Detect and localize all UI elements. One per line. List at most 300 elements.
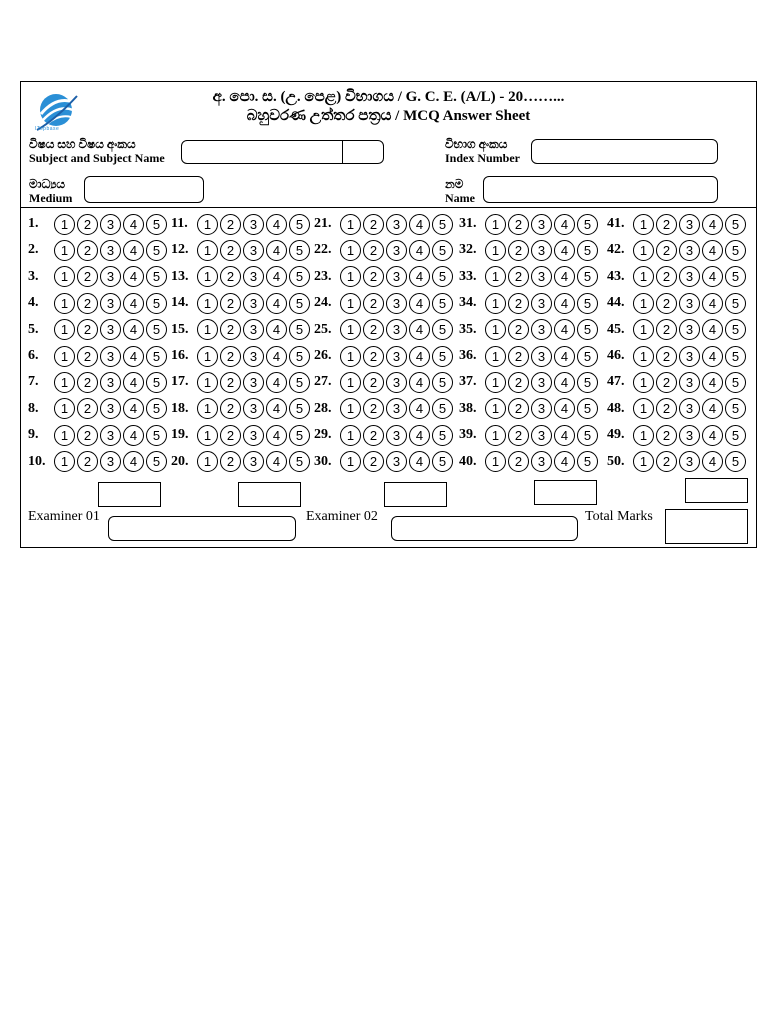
- answer-bubble[interactable]: 3: [243, 293, 264, 314]
- answer-bubble[interactable]: 5: [432, 319, 453, 340]
- answer-bubble[interactable]: 2: [220, 319, 241, 340]
- answer-bubble[interactable]: 4: [702, 451, 723, 472]
- answer-bubble[interactable]: 5: [725, 214, 746, 235]
- answer-bubble[interactable]: 3: [679, 372, 700, 393]
- answer-bubble[interactable]: 4: [409, 266, 430, 287]
- answer-bubble[interactable]: 1: [485, 293, 506, 314]
- answer-bubble[interactable]: 1: [54, 319, 75, 340]
- answer-bubble[interactable]: 5: [289, 451, 310, 472]
- question-number: 20.: [171, 453, 189, 469]
- answer-bubble[interactable]: 3: [100, 372, 121, 393]
- answer-bubble[interactable]: 5: [289, 425, 310, 446]
- answer-bubble[interactable]: 5: [577, 266, 598, 287]
- answer-bubble[interactable]: 3: [243, 214, 264, 235]
- answer-bubble[interactable]: 4: [702, 346, 723, 367]
- answer-bubble[interactable]: 4: [702, 240, 723, 261]
- answer-bubble[interactable]: 3: [243, 398, 264, 419]
- answer-bubble[interactable]: 2: [77, 346, 98, 367]
- answer-bubble[interactable]: 4: [409, 398, 430, 419]
- answer-bubble[interactable]: 3: [386, 293, 407, 314]
- answer-bubble[interactable]: 3: [386, 346, 407, 367]
- answer-bubble[interactable]: 4: [409, 346, 430, 367]
- answer-bubble[interactable]: 2: [656, 214, 677, 235]
- answer-bubble[interactable]: 2: [508, 266, 529, 287]
- answer-bubble[interactable]: 1: [633, 346, 654, 367]
- question-row: [314, 344, 455, 368]
- answer-bubble[interactable]: 4: [123, 398, 144, 419]
- answer-bubble[interactable]: 3: [386, 372, 407, 393]
- answer-bubble[interactable]: 5: [432, 451, 453, 472]
- answer-bubble[interactable]: 4: [409, 240, 430, 261]
- question-row: [314, 397, 455, 421]
- question-number: 38.: [459, 400, 477, 416]
- answer-bubble[interactable]: 5: [432, 398, 453, 419]
- answer-bubble[interactable]: 1: [485, 451, 506, 472]
- question-number: 36.: [459, 348, 477, 363]
- answer-bubble[interactable]: 1: [340, 398, 361, 419]
- answer-bubble[interactable]: 4: [409, 214, 430, 235]
- answer-bubble[interactable]: 3: [100, 240, 121, 261]
- answer-bubble[interactable]: 2: [220, 214, 241, 235]
- question-number: 25.: [314, 321, 332, 337]
- answer-bubble[interactable]: 2: [363, 372, 384, 393]
- answer-bubble[interactable]: 3: [243, 425, 264, 446]
- answer-bubble[interactable]: 4: [702, 293, 723, 314]
- answer-bubble[interactable]: 1: [197, 451, 218, 472]
- answer-bubble[interactable]: 5: [146, 214, 167, 235]
- answer-bubble[interactable]: 3: [679, 214, 700, 235]
- answer-bubble[interactable]: 1: [197, 319, 218, 340]
- answer-bubble[interactable]: 2: [656, 293, 677, 314]
- answer-bubble[interactable]: 5: [577, 372, 598, 393]
- answer-bubble[interactable]: 3: [243, 372, 264, 393]
- answer-bubble[interactable]: 4: [409, 425, 430, 446]
- answer-bubble[interactable]: 4: [266, 293, 287, 314]
- logo-text: ITopbase: [35, 126, 60, 132]
- answer-bubble[interactable]: 2: [220, 372, 241, 393]
- answer-bubble[interactable]: 3: [100, 214, 121, 235]
- question-number: 49.: [607, 427, 625, 443]
- answer-bubble[interactable]: 2: [363, 451, 384, 472]
- answer-bubble[interactable]: 5: [725, 293, 746, 314]
- subject-field[interactable]: [181, 140, 384, 164]
- answer-bubble[interactable]: 3: [679, 319, 700, 340]
- answer-bubble[interactable]: 3: [386, 451, 407, 472]
- answer-bubble[interactable]: 5: [577, 451, 598, 472]
- question-number: 41.: [607, 216, 625, 231]
- answer-bubble[interactable]: 2: [77, 214, 98, 235]
- answer-bubble[interactable]: 5: [146, 451, 167, 472]
- answer-bubble[interactable]: 4: [554, 214, 575, 235]
- answer-bubble[interactable]: 1: [633, 398, 654, 419]
- answer-bubble[interactable]: 5: [289, 266, 310, 287]
- answer-bubble[interactable]: 2: [77, 398, 98, 419]
- question-row: [314, 370, 455, 394]
- answer-bubble[interactable]: 5: [577, 319, 598, 340]
- answer-bubble[interactable]: 4: [266, 240, 287, 261]
- answer-bubble[interactable]: 3: [386, 398, 407, 419]
- examiner-2-field[interactable]: [391, 516, 578, 541]
- answer-bubble[interactable]: 4: [266, 214, 287, 235]
- answer-bubble[interactable]: 5: [289, 372, 310, 393]
- answer-bubble[interactable]: 4: [409, 293, 430, 314]
- answer-bubble[interactable]: 2: [363, 346, 384, 367]
- question-row: [28, 423, 169, 447]
- answer-bubble[interactable]: 4: [554, 425, 575, 446]
- answer-bubble[interactable]: 1: [54, 398, 75, 419]
- question-number: 47.: [607, 374, 625, 390]
- answer-bubble[interactable]: 4: [123, 425, 144, 446]
- answer-bubble[interactable]: 1: [340, 346, 361, 367]
- answer-bubble[interactable]: 2: [77, 240, 98, 261]
- answer-bubble[interactable]: 2: [656, 266, 677, 287]
- answer-bubble[interactable]: 4: [266, 346, 287, 367]
- answer-bubble[interactable]: 2: [363, 214, 384, 235]
- answer-bubble[interactable]: 5: [432, 266, 453, 287]
- answer-bubble[interactable]: 3: [679, 398, 700, 419]
- answer-bubble[interactable]: 1: [485, 398, 506, 419]
- answer-bubble[interactable]: 2: [220, 451, 241, 472]
- answer-bubble[interactable]: 4: [123, 240, 144, 261]
- answer-bubble[interactable]: 1: [340, 214, 361, 235]
- answer-bubble[interactable]: 2: [656, 346, 677, 367]
- question-row: [28, 397, 169, 421]
- answer-bubble[interactable]: 1: [485, 240, 506, 261]
- answer-bubble[interactable]: 5: [432, 293, 453, 314]
- answer-bubble[interactable]: 2: [508, 425, 529, 446]
- question-number: 35.: [459, 321, 477, 337]
- answer-bubble[interactable]: 1: [633, 266, 654, 287]
- question-number: 37.: [459, 374, 477, 390]
- medium-field[interactable]: [84, 176, 204, 203]
- answer-bubble[interactable]: 5: [577, 240, 598, 261]
- answer-bubble[interactable]: 3: [243, 319, 264, 340]
- answer-bubble[interactable]: 3: [531, 398, 552, 419]
- answer-bubble[interactable]: 4: [266, 372, 287, 393]
- question-row: [171, 238, 312, 262]
- answer-bubble[interactable]: 2: [220, 266, 241, 287]
- index-number-field[interactable]: [531, 139, 718, 164]
- answer-bubble[interactable]: 5: [725, 319, 746, 340]
- column-4-score-box[interactable]: [534, 480, 597, 505]
- answer-bubble[interactable]: 2: [363, 425, 384, 446]
- answer-bubble[interactable]: 2: [508, 372, 529, 393]
- answer-bubble[interactable]: 3: [386, 319, 407, 340]
- answer-bubble[interactable]: 1: [54, 240, 75, 261]
- answer-bubble[interactable]: 2: [656, 240, 677, 261]
- question-row: [314, 212, 455, 236]
- answer-bubble[interactable]: 3: [679, 240, 700, 261]
- answer-bubble[interactable]: 2: [508, 319, 529, 340]
- answer-bubble[interactable]: 3: [679, 451, 700, 472]
- answer-bubble[interactable]: 4: [123, 319, 144, 340]
- answer-bubble[interactable]: 4: [554, 240, 575, 261]
- answer-bubble[interactable]: 3: [531, 372, 552, 393]
- answer-bubble[interactable]: 1: [54, 293, 75, 314]
- question-row: [459, 397, 600, 421]
- answer-bubble[interactable]: 3: [243, 346, 264, 367]
- answer-bubble[interactable]: 4: [409, 372, 430, 393]
- answer-bubble[interactable]: 1: [197, 214, 218, 235]
- answer-bubble[interactable]: 3: [531, 266, 552, 287]
- answer-bubble[interactable]: 2: [220, 425, 241, 446]
- answer-bubble[interactable]: 3: [100, 398, 121, 419]
- answer-bubble[interactable]: 2: [77, 372, 98, 393]
- question-row: [314, 423, 455, 447]
- answer-bubble[interactable]: 3: [531, 319, 552, 340]
- question-row: [607, 238, 748, 262]
- question-row: [459, 370, 600, 394]
- question-number: 5.: [28, 321, 39, 337]
- answer-bubble[interactable]: 1: [197, 398, 218, 419]
- question-row: [171, 212, 312, 236]
- answer-bubble[interactable]: 4: [266, 451, 287, 472]
- answer-bubble[interactable]: 1: [633, 293, 654, 314]
- answer-bubble[interactable]: 5: [725, 346, 746, 367]
- question-row: [314, 265, 455, 289]
- answer-bubble[interactable]: 4: [123, 214, 144, 235]
- answer-bubble[interactable]: 3: [386, 425, 407, 446]
- answer-bubble[interactable]: 2: [656, 372, 677, 393]
- answer-bubble[interactable]: 4: [266, 398, 287, 419]
- answer-bubble[interactable]: 5: [146, 372, 167, 393]
- answer-bubble[interactable]: 1: [633, 214, 654, 235]
- answer-bubble[interactable]: 4: [266, 266, 287, 287]
- answer-bubble[interactable]: 5: [289, 214, 310, 235]
- answer-bubble[interactable]: 2: [508, 346, 529, 367]
- answer-bubble[interactable]: 1: [197, 240, 218, 261]
- answer-bubble[interactable]: 3: [243, 266, 264, 287]
- answer-bubble[interactable]: 5: [146, 398, 167, 419]
- answer-bubble[interactable]: 5: [289, 398, 310, 419]
- question-number: 42.: [607, 242, 625, 258]
- answer-bubble[interactable]: 5: [725, 398, 746, 419]
- question-row: [171, 397, 312, 421]
- answer-bubble[interactable]: 1: [633, 372, 654, 393]
- answer-bubble[interactable]: 1: [633, 425, 654, 446]
- answer-bubble[interactable]: 5: [432, 240, 453, 261]
- answer-bubble[interactable]: 5: [725, 425, 746, 446]
- answer-bubble[interactable]: 4: [123, 346, 144, 367]
- answer-bubble[interactable]: 5: [289, 240, 310, 261]
- answer-bubble[interactable]: 5: [725, 266, 746, 287]
- answer-bubble[interactable]: 1: [485, 346, 506, 367]
- question-row: [459, 344, 600, 368]
- answer-bubble[interactable]: 4: [554, 319, 575, 340]
- answer-bubble[interactable]: 1: [340, 451, 361, 472]
- answer-bubble[interactable]: 5: [146, 425, 167, 446]
- answer-bubble[interactable]: 5: [577, 346, 598, 367]
- answer-bubble[interactable]: 3: [243, 240, 264, 261]
- answer-bubble[interactable]: 3: [243, 451, 264, 472]
- answer-bubble[interactable]: 5: [289, 346, 310, 367]
- question-row: [459, 238, 600, 262]
- answer-bubble[interactable]: 1: [633, 319, 654, 340]
- answer-bubble[interactable]: 3: [100, 266, 121, 287]
- answer-bubble[interactable]: 4: [123, 372, 144, 393]
- answer-bubble[interactable]: 3: [100, 319, 121, 340]
- answer-bubble[interactable]: 3: [531, 425, 552, 446]
- answer-bubble[interactable]: 4: [702, 372, 723, 393]
- column-5-score-box[interactable]: [685, 478, 748, 503]
- answer-bubble[interactable]: 3: [531, 451, 552, 472]
- answer-bubble[interactable]: 2: [363, 319, 384, 340]
- answer-bubble[interactable]: 1: [197, 266, 218, 287]
- answer-bubble[interactable]: 2: [656, 398, 677, 419]
- question-row: [171, 318, 312, 342]
- answer-bubble[interactable]: 1: [54, 214, 75, 235]
- answer-bubble[interactable]: 2: [77, 451, 98, 472]
- answer-bubble[interactable]: 1: [54, 372, 75, 393]
- answer-bubble[interactable]: 4: [702, 214, 723, 235]
- answer-bubble[interactable]: 2: [508, 214, 529, 235]
- answer-bubble[interactable]: 1: [197, 293, 218, 314]
- answer-bubble[interactable]: 5: [577, 293, 598, 314]
- name-field[interactable]: [483, 176, 718, 203]
- answer-bubble[interactable]: 3: [386, 240, 407, 261]
- answer-bubble[interactable]: 3: [531, 293, 552, 314]
- answer-bubble[interactable]: 2: [77, 319, 98, 340]
- answer-bubble[interactable]: 4: [554, 293, 575, 314]
- answer-bubble[interactable]: 5: [146, 346, 167, 367]
- answer-bubble[interactable]: 1: [340, 319, 361, 340]
- answer-bubble[interactable]: 1: [340, 293, 361, 314]
- column-2-score-box[interactable]: [238, 482, 301, 507]
- answer-bubble[interactable]: 5: [577, 398, 598, 419]
- answer-bubble[interactable]: 4: [123, 293, 144, 314]
- answer-bubble[interactable]: 3: [100, 293, 121, 314]
- answer-bubble[interactable]: 5: [432, 372, 453, 393]
- answer-bubble[interactable]: 1: [340, 372, 361, 393]
- answer-bubble[interactable]: 5: [725, 240, 746, 261]
- answer-bubble[interactable]: 5: [146, 293, 167, 314]
- answer-bubble[interactable]: 2: [508, 293, 529, 314]
- answer-bubble[interactable]: 2: [220, 293, 241, 314]
- answer-bubble[interactable]: 1: [485, 214, 506, 235]
- answer-bubble[interactable]: 1: [340, 425, 361, 446]
- answer-bubble[interactable]: 2: [77, 425, 98, 446]
- answer-bubble[interactable]: 4: [554, 346, 575, 367]
- answer-bubble[interactable]: 2: [77, 293, 98, 314]
- answer-bubble[interactable]: 2: [508, 398, 529, 419]
- answer-bubble[interactable]: 5: [432, 214, 453, 235]
- answer-bubble[interactable]: 3: [531, 346, 552, 367]
- answer-bubble[interactable]: 1: [54, 346, 75, 367]
- examiner-1-field[interactable]: [108, 516, 296, 541]
- answer-bubble[interactable]: 5: [432, 346, 453, 367]
- question-row: [607, 397, 748, 421]
- answer-bubble[interactable]: 4: [123, 451, 144, 472]
- answer-bubble[interactable]: 1: [485, 319, 506, 340]
- answer-bubble[interactable]: 5: [146, 266, 167, 287]
- question-row: [171, 344, 312, 368]
- answer-bubble[interactable]: 5: [577, 425, 598, 446]
- answer-bubble[interactable]: 4: [266, 319, 287, 340]
- question-row: [459, 212, 600, 236]
- answer-bubble[interactable]: 1: [485, 372, 506, 393]
- answer-bubble[interactable]: 2: [508, 451, 529, 472]
- answer-bubble[interactable]: 1: [485, 425, 506, 446]
- answer-bubble[interactable]: 3: [386, 214, 407, 235]
- answer-bubble[interactable]: 4: [409, 319, 430, 340]
- answer-bubble[interactable]: 5: [289, 319, 310, 340]
- answer-bubble[interactable]: 4: [554, 451, 575, 472]
- answer-bubble[interactable]: 4: [554, 398, 575, 419]
- answer-bubble[interactable]: 4: [409, 451, 430, 472]
- answer-bubble[interactable]: 4: [702, 425, 723, 446]
- column-3-score-box[interactable]: [384, 482, 447, 507]
- name-label: නම Name: [445, 177, 475, 205]
- answer-bubble[interactable]: 1: [633, 451, 654, 472]
- answer-bubble[interactable]: 3: [679, 266, 700, 287]
- answer-bubble[interactable]: 3: [531, 240, 552, 261]
- answer-bubble[interactable]: 1: [54, 451, 75, 472]
- answer-bubble[interactable]: 4: [702, 319, 723, 340]
- answer-bubble[interactable]: 2: [656, 319, 677, 340]
- answer-bubble[interactable]: 2: [220, 398, 241, 419]
- answer-bubble[interactable]: 5: [725, 451, 746, 472]
- answer-bubble[interactable]: 5: [577, 214, 598, 235]
- answer-bubble[interactable]: 2: [363, 266, 384, 287]
- answer-bubble[interactable]: 2: [220, 240, 241, 261]
- answer-bubble[interactable]: 2: [656, 425, 677, 446]
- answer-bubble[interactable]: 4: [702, 266, 723, 287]
- answer-bubble[interactable]: 1: [54, 266, 75, 287]
- answer-bubble[interactable]: 3: [100, 425, 121, 446]
- answer-bubble[interactable]: 2: [508, 240, 529, 261]
- answer-bubble[interactable]: 5: [432, 425, 453, 446]
- question-row: [28, 370, 169, 394]
- answer-bubble[interactable]: 3: [386, 266, 407, 287]
- answer-bubble[interactable]: 4: [554, 266, 575, 287]
- answer-bubble[interactable]: 3: [679, 293, 700, 314]
- total-marks-box[interactable]: [665, 509, 748, 544]
- answer-bubble[interactable]: 5: [289, 293, 310, 314]
- answer-bubble[interactable]: 5: [146, 319, 167, 340]
- answer-bubble[interactable]: 1: [54, 425, 75, 446]
- answer-bubble[interactable]: 2: [77, 266, 98, 287]
- answer-bubble[interactable]: 1: [197, 346, 218, 367]
- answer-bubble[interactable]: 5: [146, 240, 167, 261]
- answer-bubble[interactable]: 4: [702, 398, 723, 419]
- answer-bubble[interactable]: 2: [220, 346, 241, 367]
- answer-bubble[interactable]: 2: [363, 240, 384, 261]
- answer-bubble[interactable]: 1: [197, 425, 218, 446]
- answer-bubble[interactable]: 4: [554, 372, 575, 393]
- question-row: [171, 265, 312, 289]
- answer-bubble[interactable]: 2: [656, 451, 677, 472]
- answer-bubble[interactable]: 2: [363, 398, 384, 419]
- answer-bubble[interactable]: 3: [531, 214, 552, 235]
- answer-bubble[interactable]: 1: [340, 266, 361, 287]
- answer-bubble[interactable]: 5: [725, 372, 746, 393]
- answer-bubble[interactable]: 1: [197, 372, 218, 393]
- answer-bubble[interactable]: 3: [100, 346, 121, 367]
- answer-bubble[interactable]: 3: [100, 451, 121, 472]
- answer-bubble[interactable]: 1: [340, 240, 361, 261]
- subject-label: විෂය සහ විෂය අංකය Subject and Subject Name: [29, 137, 165, 165]
- column-1-score-box[interactable]: [98, 482, 161, 507]
- question-row: [607, 291, 748, 315]
- answer-bubble[interactable]: 4: [123, 266, 144, 287]
- answer-bubble[interactable]: 4: [266, 425, 287, 446]
- answer-bubble[interactable]: 1: [485, 266, 506, 287]
- answer-bubble[interactable]: 2: [363, 293, 384, 314]
- question-number: 46.: [607, 348, 625, 363]
- answer-bubble[interactable]: 3: [679, 425, 700, 446]
- answer-bubble[interactable]: 3: [679, 346, 700, 367]
- answer-bubble[interactable]: 1: [633, 240, 654, 261]
